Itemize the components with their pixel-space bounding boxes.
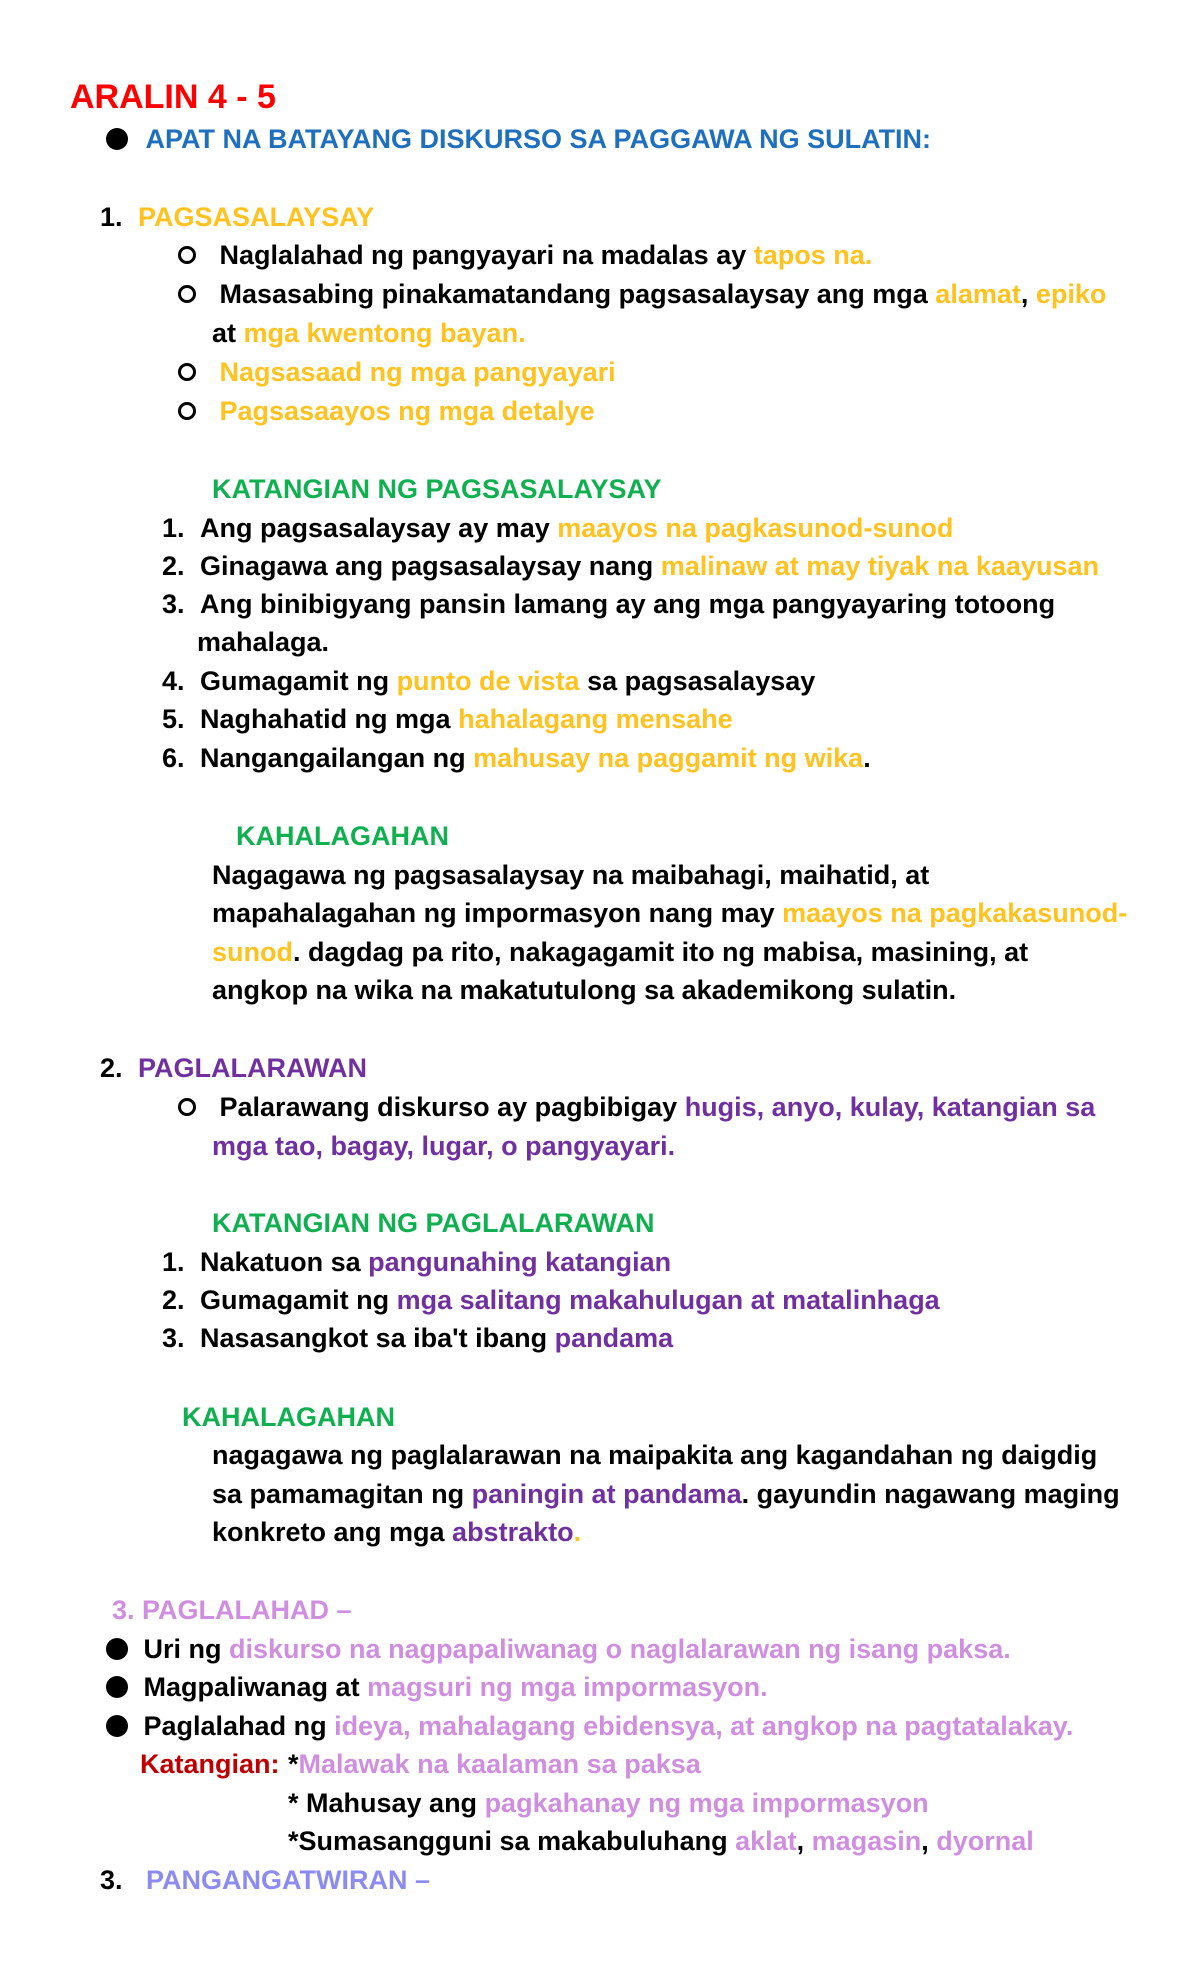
paragraph-line: sunod. dagdag pa rito, nakagagamit ito ng mabisa, masining, at xyxy=(212,937,1029,967)
circle-bullet-icon xyxy=(178,1098,196,1116)
numbered-item: 3. Nasasangkot sa iba't ibang pandama xyxy=(162,1323,674,1353)
circle-bullet-icon xyxy=(178,363,196,381)
list-item: Naglalahad ng pangyayari na madalas ay tapos na. xyxy=(178,242,872,269)
numbered-item: 2. Gumagamit ng mga salitang makahulugan at matalinhaga xyxy=(162,1285,940,1315)
list-item: Nagsasaad ng mga pangyayari xyxy=(178,359,616,386)
numbered-item: 2. Ginagawa ang pagsasalaysay nang malinaw at may tiyak na kaayusan xyxy=(162,551,1099,581)
katangian-label: Katangian: xyxy=(140,1749,280,1779)
list-item: Paglalahad ng ideya, mahalagang ebidensya, at angkop na pagtatalakay. xyxy=(106,1713,1073,1740)
numbered-item: 5. Naghahatid ng mga hahalagang mensahe xyxy=(162,704,733,734)
paragraph-line: Nagagawa ng pagsasalaysay na maibahagi, maihatid, at xyxy=(212,860,930,890)
numbered-item: 1. Ang pagsasalaysay ay may maayos na pagkasunod-sunod xyxy=(162,513,954,543)
numbered-item: 6. Nangangailangan ng mahusay na paggamit ng wika. xyxy=(162,743,871,773)
subheading-katangian: KATANGIAN NG PAGLALARAWAN xyxy=(212,1208,655,1238)
paragraph-line: nagagawa ng paglalarawan na maipakita ang kagandahan ng daigdig xyxy=(212,1440,1098,1470)
circle-bullet-icon xyxy=(178,402,196,420)
list-item-continuation: mga tao, bagay, lugar, o pangyayari. xyxy=(212,1131,676,1161)
bullet-dot-icon xyxy=(106,1715,128,1737)
katangian-item: *Malawak na kaalaman sa paksa xyxy=(288,1749,701,1779)
paragraph-line: angkop na wika na makatutulong sa akademikong sulatin. xyxy=(212,975,957,1005)
numbered-item: 4. Gumagamit ng punto de vista sa pagsasalaysay xyxy=(162,666,816,696)
list-item-continuation: at mga kwentong bayan. xyxy=(212,318,526,348)
bullet-dot-icon xyxy=(106,128,128,150)
paragraph-line: mapahalagahan ng impormasyon nang may maayos na pagkakasunod- xyxy=(212,898,1128,928)
list-item: Palarawang diskurso ay pagbibigay hugis, anyo, kulay, katangian sa xyxy=(178,1094,1095,1121)
list-item: Uri ng diskurso na nagpapaliwanag o naglalarawan ng isang paksa. xyxy=(106,1636,1011,1663)
list-item: Masasabing pinakamatandang pagsasalaysay ang mga alamat, epiko xyxy=(178,281,1106,308)
section-paglalarawan-heading: 2. PAGLALARAWAN xyxy=(100,1053,368,1083)
subheading-kahalagahan: KAHALAGAHAN xyxy=(182,1402,395,1432)
main-heading: APAT NA BATAYANG DISKURSO SA PAGGAWA NG SULATIN: xyxy=(106,126,931,153)
numbered-item-continuation: mahalaga. xyxy=(197,627,330,657)
katangian-item: * Mahusay ang pagkahanay ng mga impormasyon xyxy=(288,1788,929,1818)
subheading-kahalagahan: KAHALAGAHAN xyxy=(236,821,449,851)
subheading-katangian: KATANGIAN NG PAGSASALAYSAY xyxy=(212,474,662,504)
bullet-dot-icon xyxy=(106,1676,128,1698)
list-item: Pagsasaayos ng mga detalye xyxy=(178,398,595,425)
list-item: Magpaliwanag at magsuri ng mga impormasyon. xyxy=(106,1674,768,1701)
bullet-dot-icon xyxy=(106,1638,128,1660)
section-paglalahad-heading: 3. PAGLALAHAD – xyxy=(112,1595,352,1625)
section-pangangatwiran-heading: 3. PANGANGATWIRAN – xyxy=(100,1865,431,1895)
section-pagsasalaysay-heading: 1. PAGSASALAYSAY xyxy=(100,202,375,232)
numbered-item: 3. Ang binibigyang pansin lamang ay ang mga pangyayaring totoong xyxy=(162,589,1056,619)
paragraph-line: sa pamamagitan ng paningin at pandama. gayundin nagawang maging xyxy=(212,1479,1120,1509)
paragraph-line: konkreto ang mga abstrakto. xyxy=(212,1517,582,1547)
circle-bullet-icon xyxy=(178,246,196,264)
katangian-item: *Sumasangguni sa makabuluhang aklat, magasin, dyornal xyxy=(288,1826,1034,1856)
lesson-title: ARALIN 4 - 5 xyxy=(70,78,276,116)
circle-bullet-icon xyxy=(178,285,196,303)
numbered-item: 1. Nakatuon sa pangunahing katangian xyxy=(162,1247,672,1277)
